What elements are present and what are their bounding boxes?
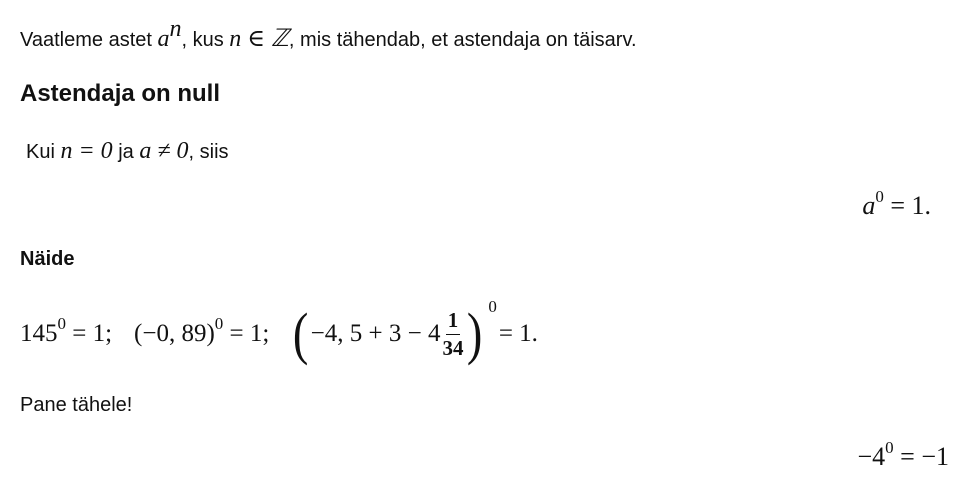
example-1-base: 145: [20, 320, 58, 347]
example-3-exponent: 0: [488, 297, 497, 316]
fraction-denominator: 34: [442, 335, 464, 360]
note-rhs: = −1: [893, 442, 949, 471]
example-3-rhs: = 1.: [498, 320, 538, 347]
rule-base: a: [862, 191, 876, 220]
note-label: Pane tähele!: [20, 394, 133, 416]
fraction-numerator: 1: [446, 309, 461, 334]
example-2-exponent: 0: [214, 314, 224, 333]
condition-siis: , siis: [188, 141, 229, 163]
note-equation: [857, 438, 950, 472]
intro-paragraph: [20, 16, 637, 53]
power-exponent: n: [169, 16, 182, 42]
condition-n-equals-zero: n = 0: [60, 138, 113, 164]
note-lhs: −4: [857, 442, 886, 471]
example-1-exponent: 0: [57, 314, 66, 333]
rule-rhs: = 1.: [883, 191, 931, 220]
heading-zero-exponent: Astendaja on null: [20, 80, 221, 107]
example-3: [291, 297, 497, 366]
intro-text-before: Vaatleme astet: [20, 29, 158, 51]
zero-exponent-rule: [862, 187, 931, 221]
integer-set-expression: n ∈ ℤ: [229, 26, 289, 52]
heading-example: Näide: [20, 248, 75, 270]
example-2: [134, 314, 270, 348]
example-1-rhs: = 1;: [66, 320, 113, 347]
condition-a-not-zero: a ≠ 0: [139, 138, 189, 164]
note-exponent: 0: [885, 438, 894, 457]
example-3-inner: −4, 5 + 3 − 4: [310, 320, 441, 347]
example-2-base: (−0, 89): [134, 320, 215, 347]
examples-line: [20, 298, 538, 370]
intro-text-after: , mis tähendab, et astendaja on täisarv.: [288, 29, 637, 51]
rule-exponent: 0: [875, 187, 884, 206]
condition-line: [26, 138, 229, 165]
power-base: a: [157, 26, 170, 52]
left-paren: (: [293, 301, 309, 366]
example-1: [20, 314, 113, 348]
condition-kui: Kui: [26, 141, 61, 163]
right-paren: ): [467, 301, 483, 366]
example-2-rhs: = 1;: [223, 320, 270, 347]
example-3-fraction: [442, 309, 463, 358]
intro-text-mid: , kus: [181, 29, 230, 51]
condition-ja: ja: [112, 141, 140, 163]
